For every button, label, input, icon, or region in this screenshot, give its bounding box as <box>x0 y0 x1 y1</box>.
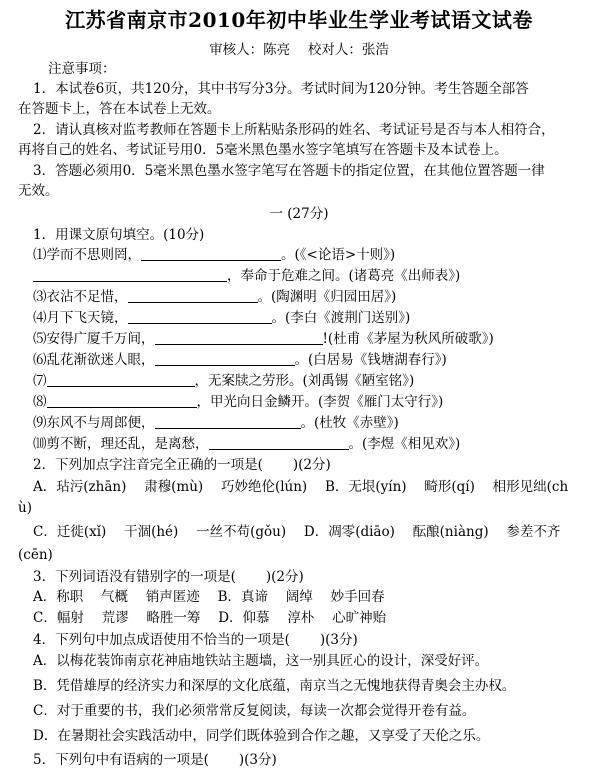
note-1b: 在答题卡上，答在本试卷上无效。 <box>18 101 221 117</box>
q4-option-a: A．以梅花装饰南京花神庙地铁站主题墙，这一别具匠心的设计，深受好评。 <box>33 653 489 669</box>
exam-title: 江苏省南京市2010年初中毕业生学业考试语文试卷 <box>65 8 533 32</box>
q4-option-b: B．凭借雄厚的经济实力和深厚的文化底蕴，南京当之无愧地获得青奥会主办权。 <box>33 678 516 694</box>
q1-item-9: ⑼东风不与周郎便， 。(杜牧《赤壁》) <box>33 415 399 431</box>
answer-blank <box>33 268 227 282</box>
q4-option-d: D．在暑期社会实践活动中，同学们既体验到合作之趣，又享受了天伦之乐。 <box>33 728 490 744</box>
q2-options-ab-wrap: ù) <box>18 500 32 516</box>
answer-blank <box>141 247 281 261</box>
q1-item-7: ⑺ ，无案牍之劳形。(刘禹锡《陋室铭》) <box>33 373 415 389</box>
note-2a: 2．请认真核对监考教师在答题卡上所粘贴条形码的姓名、考试证号是否与本人相符合， <box>33 122 555 138</box>
q2-options-cd: C．迁徙(xǐ) 干涸(hé) 一丝不苟(gǒu) D．凋零(diāo) 酝酿(niàng) 参差不齐 <box>33 524 561 540</box>
section-heading: 一 (27分) <box>269 206 329 222</box>
q1-item-5: ⑸安得广厦千万间， !(杜甫《茅屋为秋风所破歌》) <box>33 331 494 347</box>
q2-options-ab: A．玷污(zhān) 肃穆(mù) 巧妙绝伦(lún) B．无垠(yín) 畸形(qí) 相形见绌(ch <box>33 479 569 495</box>
q1-stem: 1．用课文原句填空。(10分) <box>33 227 205 243</box>
answer-blank <box>47 373 195 387</box>
q4-stem: 4．下列句中加点成语使用不恰当的一项是( )(3分) <box>33 632 358 648</box>
q3-options-ab: A．称职 气概 销声匿迹 B．真谛 阔绰 妙手回春 <box>33 589 385 605</box>
q1-item-3: ⑶衣沾不足惜， 。(陶渊明《归园田居》) <box>33 289 397 305</box>
reviewer-line: 审核人：陈亮 校对人：张浩 <box>209 42 389 58</box>
note-1a: 1．本试卷6页，共120分，其中书写分3分。考试时间为120分钟。考生答题全部答 <box>33 81 529 97</box>
q1-item-1: ⑴学而不思则罔， 。(《<论语>十则》) <box>33 247 396 263</box>
q1-item-8: ⑻ ，甲光向日金鳞开。(李贺《雁门太守行》) <box>33 394 444 410</box>
notes-heading: 注意事项： <box>48 61 116 77</box>
answer-blank <box>155 331 323 345</box>
q3-stem: 3．下列词语没有错别字的一项是( )(2分) <box>33 569 304 585</box>
q2-stem: 2．下列加点字注音完全正确的一项是( )(2分) <box>33 457 331 473</box>
q2-options-cd-wrap: (cēn) <box>18 547 53 563</box>
note-3a: 3．答题必须用0．5毫米黑色墨水签字笔写在答题卡的指定位置，在其他位置答题一律 <box>33 163 545 179</box>
answer-blank <box>47 394 197 408</box>
q1-item-2: ，奉命于危难之间。(诸葛亮《出师表》) <box>33 267 460 285</box>
q1-item-4: ⑷月下飞天镜， 。(李白《渡荆门送别》) <box>33 310 411 326</box>
answer-blank <box>155 415 301 429</box>
q5-stem: 5．下列句中有语病的一项是( )(3分) <box>33 752 277 768</box>
q1-item-10: ⑽剪不断，理还乱，是离愁， 。(李煜《相见欢》) <box>33 436 461 452</box>
note-2b: 再将自己的姓名、考试证号用0．5毫米黑色墨水签字笔填写在答题卡及本试卷上。 <box>18 142 508 158</box>
answer-blank <box>209 436 349 450</box>
answer-blank <box>128 289 258 303</box>
answer-blank <box>155 352 295 366</box>
q3-options-cd: C．幅射 荒谬 略胜一筹 D．仰慕 淳朴 心旷神贻 <box>33 610 387 626</box>
q1-item-6: ⑹乱花渐欲迷人眼， 。(白居易《钱塘湖春行》) <box>33 352 447 368</box>
q4-option-c: C．对于重要的书，我们必须常常反复阅读，每读一次都会觉得开卷有益。 <box>33 703 476 719</box>
note-3b: 无效。 <box>18 183 59 199</box>
answer-blank <box>128 310 272 324</box>
